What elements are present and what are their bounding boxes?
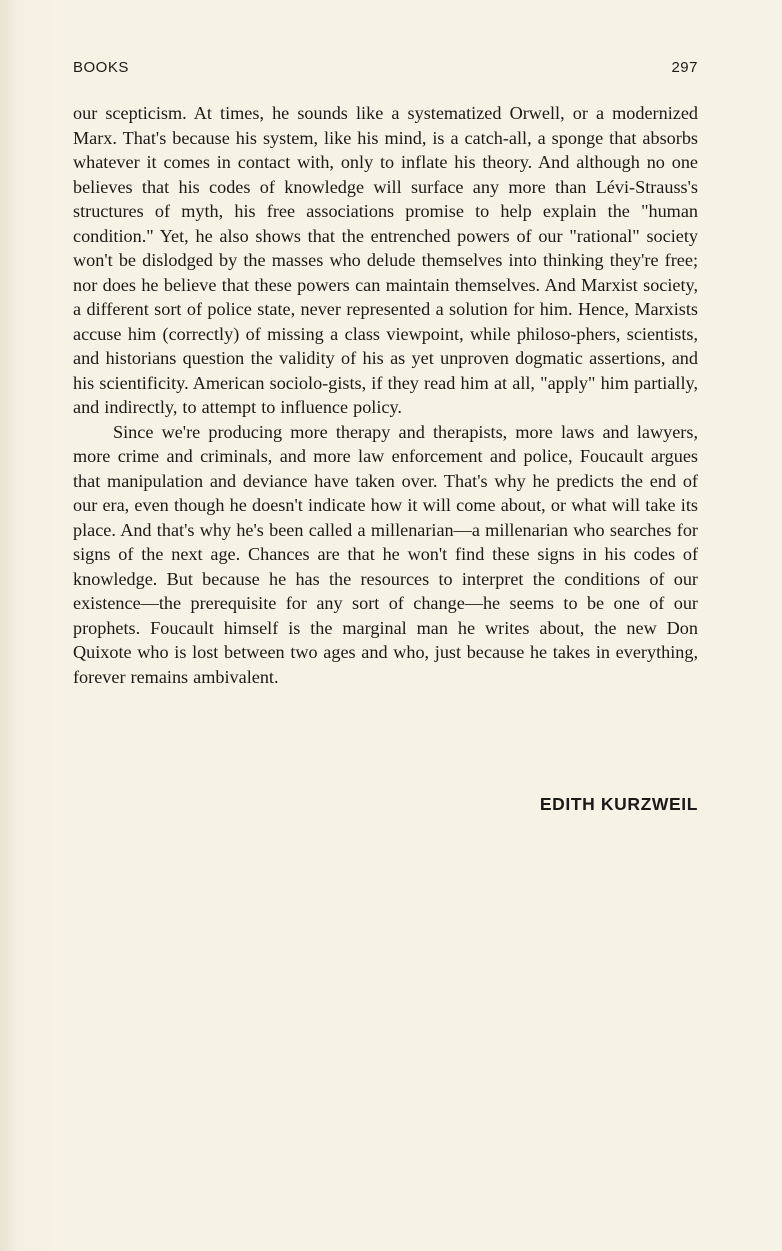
running-header [73, 59, 698, 79]
paragraph-1: our scepticism. At times, he sounds like a systematized Orwell, or a modernized Marx. That's because his system, like his mind, is a catch-all, a sponge that absorbs whatever it comes in contact with, only to inflate his theory. And although no one believes that his codes of knowledge will surface any more than Lévi-Strauss's structures of myth, his free associations promise to help explain the "human condition." Yet, he also shows that the entrenched powers of our "rational" society won't be dislodged by the masses who delude themselves into thinking they're free; nor does he believe that these powers can maintain themselves. And Marxist society, a different sort of police state, never represented a solution for him. Hence, Marxists accuse him (correctly) of missing a class viewpoint, while philoso-phers, scientists, and historians question the validity of his as yet unproven dogmatic assertions, and his scientificity. American sociolo-gists, if they read him at all, "apply" him partially, and indirectly, to attempt to influence policy. [73, 103, 698, 417]
author-signature: EDITH KURZWEIL [539, 794, 698, 814]
paragraph-2: Since we're producing more therapy and therapists, more laws and lawyers, more crime and criminals, and more law enforcement and police, Foucault argues that manipulation and deviance have taken over. That's why he predicts the end of our era, even though he doesn't indicate how it will come about, or what will take its place. And that's why he's been called a millenarian—a millenarian who searches for signs of the next age. Chances are that he won't find these signs in his codes of knowledge. But because he has the resources to interpret the conditions of our existence—the prerequisite for any sort of change—he seems to be one of our prophets. Foucault himself is the marginal man he writes about, the new Don Quixote who is lost between two ages and who, just because he takes in everything, forever remains ambivalent. [73, 421, 698, 687]
article-body [73, 101, 698, 689]
page-number: 297 [671, 59, 698, 76]
section-title: BOOKS [73, 59, 129, 76]
